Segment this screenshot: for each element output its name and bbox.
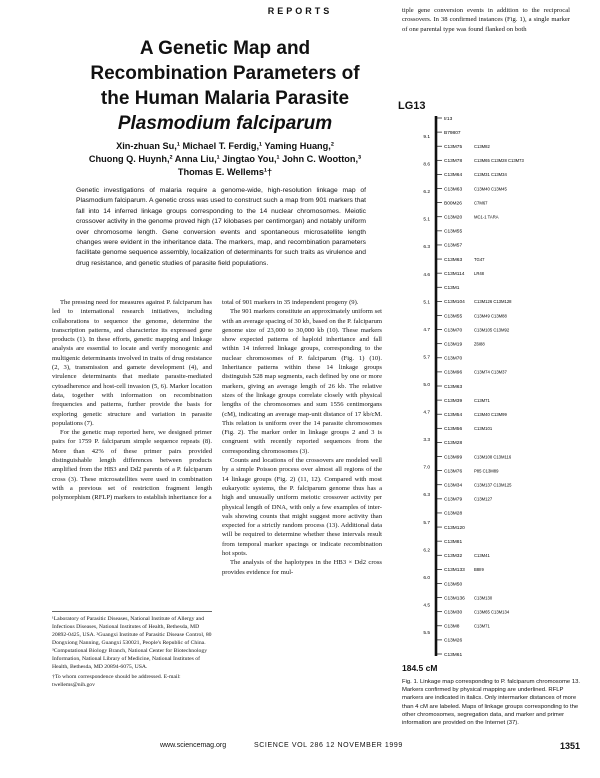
marker-cosegregating-label: C13M137 C13M125 xyxy=(474,482,512,488)
marker-cosegregating-label: C13M126 C13M128 xyxy=(474,299,512,305)
marker-cosegregating-label: C13M71 xyxy=(474,397,490,403)
marker-list xyxy=(436,116,524,658)
total-length: 184.5 cM xyxy=(402,663,438,673)
marker-label: C13M63 xyxy=(444,257,463,263)
marker-label: C13M55 xyxy=(444,314,463,320)
title-line-3: the Human Malaria Parasite xyxy=(100,88,350,109)
title-line-2: Recombination Parameters of xyxy=(90,63,360,84)
marker-cosegregating-label: C13M65 C13M28 C13M73 xyxy=(474,158,524,164)
marker-cosegregating-label: Z6I88 xyxy=(474,341,485,347)
body-paragraph: For the genetic map reported here, we designed primer pairs for 1759 P. falciparum simple sequence repeats (8). More than 42% of these primer pairs provided distinguishable length differences between products amplified from the HB3 and Dd2 parents of a P. falciparum cross (3). These microsatellites were used in combination with a previous set of restriction fragment length polymorphism (RFLP) markers to establish inheritance for a xyxy=(52,429,212,502)
marker-label: tr13 xyxy=(444,116,453,122)
body-column-2 xyxy=(222,298,382,577)
marker-label: C13M56 xyxy=(444,427,463,433)
marker-label: C13M57 xyxy=(444,243,463,249)
marker-cosegregating-label: C13M108 C13M116 xyxy=(474,454,512,460)
marker-label: C13M79 xyxy=(444,497,463,503)
marker-cosegregating-label: C7M67 xyxy=(474,200,488,206)
distance-label: 5.1 xyxy=(423,300,430,306)
linkage-group-title: LG13 xyxy=(398,100,426,112)
abstract: Genetic investigations of malaria require a genome-wide, high-resolution linkage map of Plasmodium falciparum. A genetic cross was used to construct such a map from 901 markers that fall into 14 inferred linkage groups corresponding to the 14 nuclear chromosomes. Meiotic crossover activity in the genome proved high (17 kilobases per centimorgan) and notably uniform over chromosome length. Gene conversion events and spontaneous microsatellite length changes were evident in the inheritance data. The markers, map, and recombination parameters facilitate genome sequence assembly, localization of determinants for such traits as virulence and drug resistance, and genetic studies of parasite field populations. xyxy=(76,187,366,267)
body-paragraph: total of 901 markers in 35 independent progeny (9). xyxy=(222,299,359,306)
distance-labels xyxy=(423,134,430,636)
marker-label: C13M55 xyxy=(444,229,463,235)
article-title xyxy=(70,36,380,136)
body-paragraph: The pressing need for measures against P. falciparum has led to international research initiatives, including collaborations to sequence the genome, determine the transcription patterns, and characterize its expressed gene products (1). In these efforts, genetic mapping and linkage analysis are essential to locate and verify monogenic and multigenic determinants involved in traits of drug resistance (2, 3), transmission and gamete development (4), and virulence determinants that mediate parasite-mediated cytoadherence and host-cell invasion (5, 6). Marker location data, together with information on recombination frequencies and patterns, further provide the basis for exploring genetic structure and variation in parasite populations (7). xyxy=(52,299,212,427)
marker-label: C13M28 xyxy=(444,511,463,517)
author-line-1: Xin-zhuan Su,¹ Michael T. Ferdig,¹ Yaming Huang,² xyxy=(116,141,334,151)
marker-label: C13M20 xyxy=(444,215,463,221)
marker-label: C13M61 xyxy=(444,652,463,658)
page-number: 1351 xyxy=(560,741,581,751)
marker-label: C13M104 xyxy=(444,300,465,306)
marker-label: C13M76 xyxy=(444,469,463,475)
marker-cosegregating-label: C13M40 C13M99 xyxy=(474,412,507,418)
marker-label: C13M96 xyxy=(444,370,463,376)
marker-label: C13M63 xyxy=(444,384,463,390)
marker-label: C13M70 xyxy=(444,328,463,334)
marker-label: C13M78 xyxy=(444,159,463,165)
distance-label: 6.3 xyxy=(423,493,430,499)
marker-label: C13M8 xyxy=(444,624,460,630)
marker-label: C13M133 xyxy=(444,568,465,574)
marker-label: B79807 xyxy=(444,130,461,136)
marker-cosegregating-label: C13M105 C13M92 xyxy=(474,327,510,333)
marker-label: C13M54 xyxy=(444,413,463,419)
marker-label: C13M26 xyxy=(444,638,463,644)
body-paragraph: Counts and locations of the crossovers are modeled well by a simple Poisson process over almost all regions of the 14 linkage groups (Fig. 2) (11, 12). Compared with most eukaryotic systems, the P. falciparum genome thus has a high and unusually uniform meiotic crossover activity per physical length of DNA, with only a few examples of inter-vals showing counts that might suggest more activity than expected for a strictly random process (13). Additional data will be required to determine whether these intervals result from temporal marker spacings or indicate recombination hot spots. xyxy=(222,457,382,558)
author-line-2: Chuong Q. Huynh,² Anna Liu,¹ Jingtao You,¹ John C. Wootton,³ xyxy=(88,154,362,164)
marker-cosegregating-label: C13M74 C13M37 xyxy=(474,369,507,375)
distance-label: 6.2 xyxy=(423,548,430,554)
distance-label: 4.7 xyxy=(423,410,430,416)
marker-cosegregating-label: TG47 xyxy=(474,256,485,262)
marker-cosegregating-label: C13M71 xyxy=(474,623,490,629)
distance-label: 4.7 xyxy=(423,327,430,333)
marker-label: B00M26 xyxy=(444,201,462,207)
affiliations: ¹Laboratory of Parasitic Diseases, National Institute of Allergy and Infectious Diseases, National Institutes of Health, Bethesda, MD 20892-0425, USA. ²Guangxi Institute of Parasitic Disease Control, 80 Dongxiong Nanning, Guangxi 530021, People's Republic of China. ³Computational Biology Branch, National Center for Biotechnology Information, National Library of Medicine, National Institutes of Health, Bethesda, MD 20894-6075, USA. xyxy=(52,616,212,670)
marker-label: C13M28 xyxy=(444,441,463,447)
body-column-1 xyxy=(52,298,212,503)
title-line-1: A Genetic Map and xyxy=(139,38,311,59)
body-paragraph: The analysis of the haplotypes in the HB3 × Dd2 cross provides evidence for mul- xyxy=(222,559,382,576)
distance-label: 5.1 xyxy=(423,217,430,223)
marker-label: C13M30 xyxy=(444,610,463,616)
journal-website: www.sciencemag.org xyxy=(160,742,227,749)
author-line-3: Thomas E. Wellems¹† xyxy=(177,167,273,177)
marker-cosegregating-label: C13M49 C13M88 xyxy=(474,313,507,319)
marker-cosegregating-label: C13M130 xyxy=(474,595,493,601)
marker-cosegregating-label: MC1-1 TARA xyxy=(474,214,499,220)
body-column-3 xyxy=(402,6,570,34)
marker-cosegregating-label: P85 C13M89 xyxy=(474,468,499,474)
marker-label: C13M75 xyxy=(444,145,463,151)
distance-label: 8.6 xyxy=(423,162,430,168)
marker-label: C13M19 xyxy=(444,342,463,348)
marker-label: C13M81 xyxy=(444,539,463,545)
distance-label: 5.5 xyxy=(423,631,430,636)
body-paragraph: The 901 markers constitute an approximately uniform set with an average spacing of 30 kb, based on the P. falciparum genome size of 23,000 to 30,000 kb (10). These markers show expected patterns of haploid inheritance and fall within 14 inferred linkage groups, corresponding to the nuclear chromosomes of P. falciparum (Fig. 1) (10). Inheritance patterns within these 14 linkage groups distinguish 528 map segments, each defined by one or more markers, giving an average length of 26 kb. The relative sizes of the linkage groups correlate closely with physical lengths of the chromosomes and sum 1556 centimorgans (cM), indicating an average map-unit distance of 17 kb/cM. This relation is uniform over the 14 parasite chromosomes (Fig. 2). The marker order in linkage groups 2 and 3 is congruent with recently reported sequences from the corresponding chromosomes (3). xyxy=(222,308,382,455)
marker-label: C13M32 xyxy=(444,554,463,560)
marker-cosegregating-label: C13M40 C13M45 xyxy=(474,186,507,192)
marker-cosegregating-label: C13M127 xyxy=(474,496,493,502)
distance-label: 4.5 xyxy=(423,603,430,609)
distance-label: 5.7 xyxy=(423,520,430,526)
distance-label: 6.0 xyxy=(423,575,430,581)
marker-label: C13M99 xyxy=(444,455,463,461)
marker-label: C13M50 xyxy=(444,582,463,588)
marker-label: C13M63 xyxy=(444,187,463,193)
body-paragraph: tiple gene conversion events in addition to the reciprocal crossovers. In 38 confirmed instances (Fig. 1), a single marker of one parental type was found flanked on both xyxy=(402,7,570,33)
marker-cosegregating-label: C13M65 C13M134 xyxy=(474,609,510,615)
linkage-map-figure xyxy=(392,108,592,660)
distance-label: 3.3 xyxy=(423,438,430,444)
marker-label: C13M136 xyxy=(444,596,465,602)
distance-label: 6.2 xyxy=(423,190,430,196)
section-header: REPORTS xyxy=(267,6,333,16)
marker-cosegregating-label: B8II9 xyxy=(474,567,484,573)
title-species: Plasmodium falciparum xyxy=(117,113,333,134)
marker-label: C13M70 xyxy=(444,356,463,362)
footnotes xyxy=(52,611,212,691)
journal-citation: SCIENCE VOL 286 12 NOVEMBER 1999 xyxy=(254,742,403,749)
author-list xyxy=(70,140,380,179)
marker-label: C13M120 xyxy=(444,525,465,531)
marker-label: C13M34 xyxy=(444,483,463,489)
marker-cosegregating-label: C13M41 xyxy=(474,553,490,559)
marker-cosegregating-label: C13M101 xyxy=(474,426,493,432)
figure-caption: Fig. 1. Linkage map corresponding to P. falciparum chromosome 13. Markers confirmed by physical mapping are underlined. RFLP markers are indicated in italics. Only intermarker distances of more than 4 cM are labeled. Maps of linkage groups corresponding to the other chromosomes, segregation data, and marker and primer information are provided on the Internet (37). xyxy=(402,679,581,727)
distance-label: 6.3 xyxy=(423,245,430,251)
marker-label: C13M64 xyxy=(444,173,463,179)
distance-label: 4.6 xyxy=(423,272,430,278)
correspondence: †To whom correspondence should be addressed. E-mail: twellems@nih.gov xyxy=(52,674,181,688)
marker-cosegregating-label: LR48 xyxy=(474,270,485,276)
distance-label: 5.7 xyxy=(423,355,430,361)
distance-label: 9.1 xyxy=(423,135,430,140)
marker-label: C13M114 xyxy=(444,271,465,277)
distance-label: 5.0 xyxy=(423,383,430,388)
distance-label: 7.0 xyxy=(423,465,430,471)
marker-cosegregating-label: C13M82 xyxy=(474,144,490,150)
marker-label: C13M1 xyxy=(444,286,460,292)
marker-cosegregating-label: C13M31 C13M34 xyxy=(474,172,507,178)
marker-label: C13M39 xyxy=(444,398,463,404)
